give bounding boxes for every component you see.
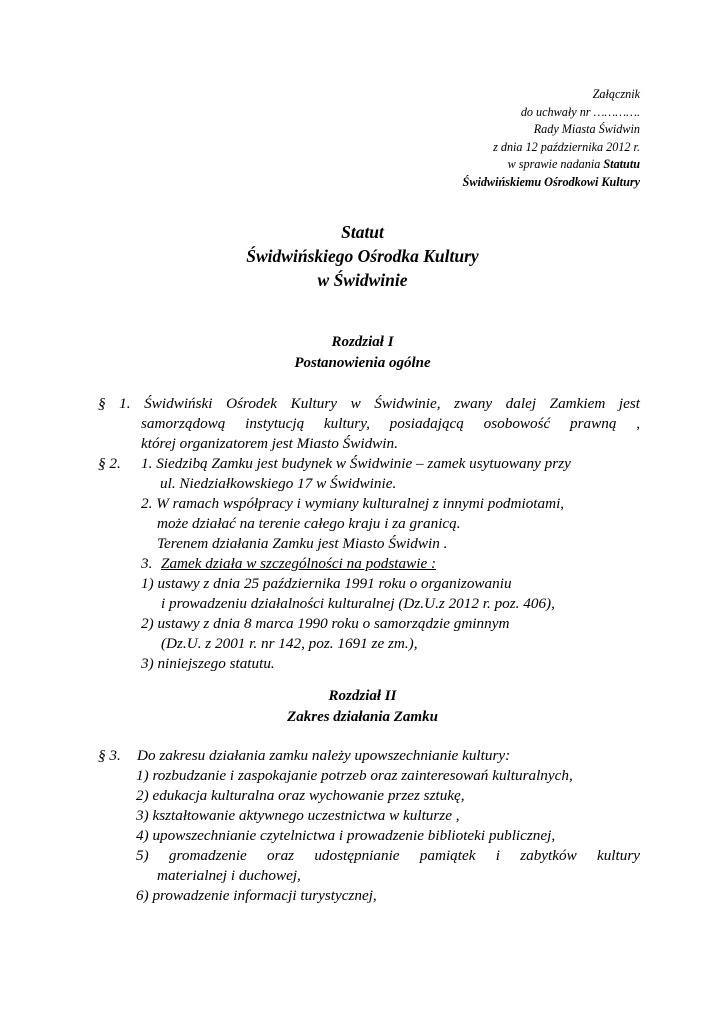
par2-line1: 1. Siedzibą Zamku jest budynek w Świdwinie – zamek usytuowany przy <box>141 455 571 472</box>
par2-line5: Terenem działania Zamku jest Miasto Świdwin . <box>157 535 448 552</box>
par1-line2: samorządową instytucją kultury, posiadającą osobowość prawną , <box>141 415 640 432</box>
par2-line6: Zamek działa w szczególności na podstawie : <box>161 555 437 572</box>
chapter-1-heading: Rozdział I Postanowienia ogólne <box>294 334 431 371</box>
par2-line11: 3) niniejszego statutu. <box>141 655 275 672</box>
list-item: 5) gromadzenie oraz udostępnianie pamiątek i zabytków kultury <box>136 847 640 864</box>
par2-line3: 2. W ramach współpracy i wymiany kulturalnej z innymi podmiotami, <box>141 495 565 512</box>
par2-mark: § 2. <box>98 455 121 472</box>
document-title: Statut Świdwińskiego Ośrodka Kultury w Świdwinie <box>246 222 479 290</box>
list-item: 6) prowadzenie informacji turystycznej, <box>136 887 377 904</box>
annex-institution: Świdwińskiemu Ośrodkowi Kultury <box>462 174 640 189</box>
annex-subject: w sprawie nadania Statutu <box>507 157 640 172</box>
list-item: materialnej i duchowej, <box>157 867 301 884</box>
annex-resolution: do uchwały nr …………. <box>520 104 640 119</box>
par1-line3: której organizatorem jest Miasto Świdwin. <box>141 435 398 452</box>
annex-date: z dnia 12 października 2012 r. <box>493 139 640 154</box>
par1-line1: § 1. Świdwiński Ośrodek Kultury w Świdwinie, zwany dalej Zamkiem jest <box>98 395 640 412</box>
list-item: 4) upowszechnianie czytelnictwa i prowadzenie biblioteki publicznej, <box>136 827 556 844</box>
list-item: 3) kształtowanie aktywnego uczestnictwa w kulturze , <box>136 807 460 824</box>
par2-line9: 2) ustawy z dnia 8 marca 1990 roku o samorządzie gminnym <box>141 615 510 632</box>
par3-intro: Do zakresu działania zamku należy upowszechnianie kultury: <box>137 747 511 764</box>
list-item: 1) rozbudzanie i zaspokajanie potrzeb oraz zainteresowań kulturalnych, <box>136 767 573 784</box>
par2-line7: 1) ustawy z dnia 25 października 1991 roku o organizowaniu <box>141 575 512 592</box>
par2-line6-number: 3. <box>141 555 153 572</box>
list-item: 2) edukacja kulturalna oraz wychowanie przez sztukę, <box>136 787 465 804</box>
par2-line10: (Dz.U. z 2001 r. nr 142, poz. 1691 ze zm.), <box>161 635 418 652</box>
annex-council: Rady Miasta Świdwin <box>533 122 640 137</box>
par2-line2: ul. Niedziałkowskiego 17 w Świdwinie. <box>160 475 397 492</box>
par2-line4: może działać na terenie całego kraju i za granicą. <box>157 515 461 532</box>
annex-header <box>463 86 640 192</box>
par3-mark: § 3. <box>98 747 121 764</box>
annex-label: Załącznik <box>592 87 640 101</box>
chapter-2-heading: Rozdział II Zakres działania Zamku <box>287 688 438 725</box>
par2-line8: i prowadzeniu działalności kulturalnej (Dz.U.z 2012 r. poz. 406), <box>161 595 555 612</box>
